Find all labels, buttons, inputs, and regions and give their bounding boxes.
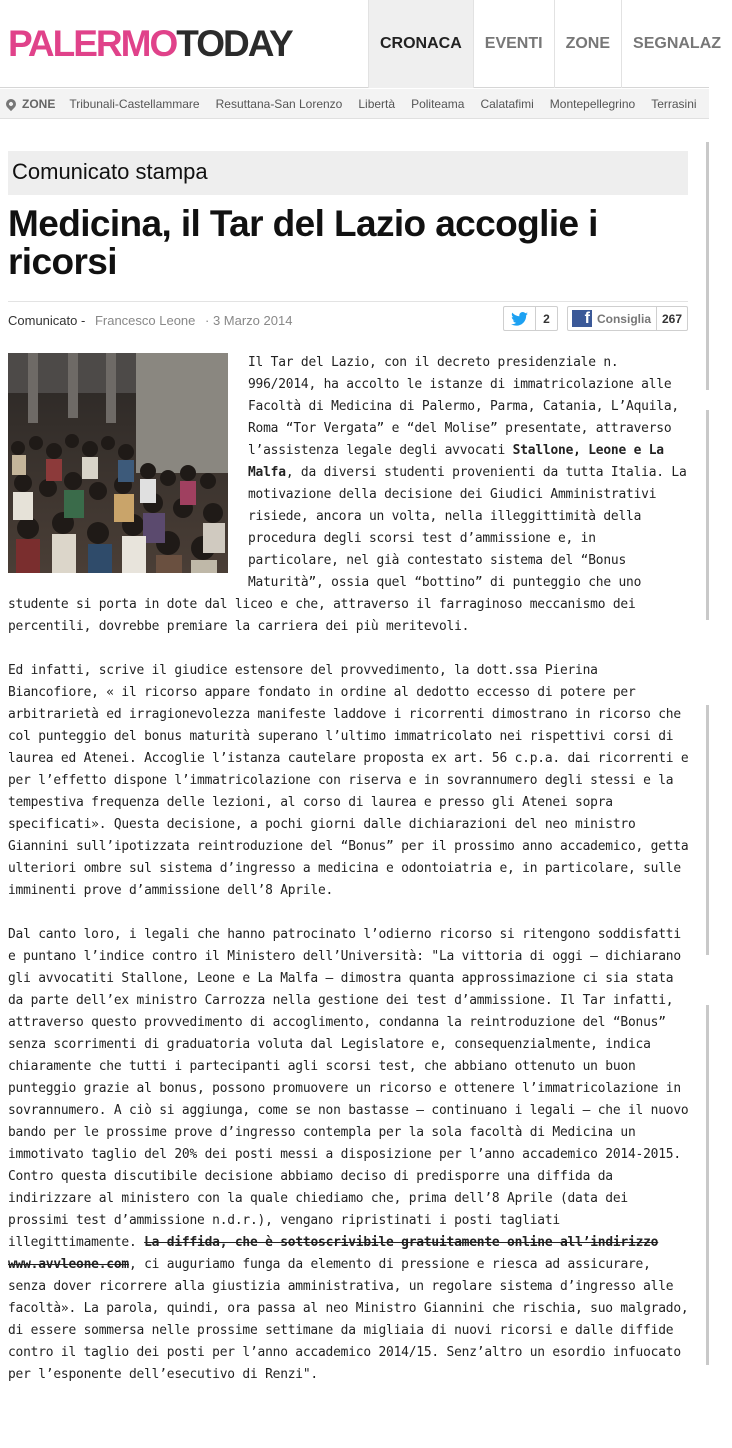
petition-link[interactable]: La diffida, che è sottoscrivibile gratuitamente online all’indirizzo www.avvleone.com bbox=[8, 1235, 659, 1272]
article-category[interactable]: Comunicato - bbox=[8, 313, 86, 328]
paragraph-3-text-b: , ci auguriamo funga da elemento di pressione e riesca ad assicurare, senza dover ricorrere alla giustizia amministrativa, un regolare sistema d’ingresso alle facoltà». La parola, quindi, ora passa al neo Ministro Giannini che rischia, suo malgrado, di essere sommersa nelle prossime settimane da migliaia di nuovi ricorsi e dalle diffide contro il taglio dei posti per l’anno accademico 2014/15. Senz’altro un esordio infuocato per l’esponente dell’esecutivo di Renzi". bbox=[8, 1257, 689, 1382]
paragraph-1-text-a: Il Tar del Lazio, con il decreto presidenziale n. 996/2014, ha accolto le istanze di immatricolazione alle Facoltà di Medicina di Palermo, Parma, Catania, L’Aquila, Roma “Tor Vergata” e “del Molise” presentate, attraverso l’assistenza legale degli avvocati bbox=[248, 355, 679, 458]
sidebar-edge bbox=[706, 410, 709, 620]
lawyers-names: Stallone, Leone e La Malfa bbox=[248, 443, 664, 480]
paragraph-3 bbox=[8, 924, 692, 1386]
article-body bbox=[8, 352, 692, 1408]
photo-float-spacer bbox=[8, 352, 228, 573]
facebook-icon: f bbox=[572, 310, 592, 327]
logo-part-today: TODAY bbox=[176, 23, 292, 64]
zone-item[interactable]: Politeama bbox=[411, 96, 465, 111]
article-date: · 3 Marzo 2014 bbox=[205, 313, 293, 328]
zone-bar bbox=[0, 89, 709, 119]
kicker-text: Comunicato stampa bbox=[12, 159, 208, 184]
sidebar-edge bbox=[706, 1005, 709, 1365]
nav-eventi[interactable]: EVENTI bbox=[473, 0, 554, 88]
article-kicker bbox=[8, 151, 688, 195]
article-title: Medicina, il Tar del Lazio accoglie i ricorsi bbox=[8, 203, 598, 282]
nav-segnalazioni[interactable]: SEGNALAZ bbox=[621, 0, 732, 88]
twitter-share-button[interactable] bbox=[503, 306, 558, 331]
divider bbox=[8, 301, 688, 302]
article-byline bbox=[8, 313, 292, 328]
site-header bbox=[0, 0, 722, 88]
facebook-count: 267 bbox=[656, 307, 687, 330]
logo-part-palermo: PALERMO bbox=[8, 23, 177, 64]
paragraph-1-text-b: , da diversi studenti provenienti da tutta Italia. La motivazione della decisione dei Giudici Amministrativi risiede, ancora un volta, nella illeggittimità della procedura degli scorsi test d’ammissione e, in particolare, nel già contestato sistema del “Bonus Maturità”, ossia quel “bottino” di punteggio che uno studente si porta in dote dal liceo e che, attraverso il farraginoso meccanismo dei percentili, dovrebbe premiare la carriera dei più meritevoli. bbox=[8, 465, 687, 634]
zone-label-text: ZONE bbox=[22, 96, 56, 111]
twitter-count: 2 bbox=[535, 307, 557, 330]
facebook-label: Consiglia bbox=[596, 311, 651, 326]
twitter-icon bbox=[504, 307, 535, 330]
nav-zone[interactable]: ZONE bbox=[554, 0, 621, 88]
zone-item[interactable]: Resuttana-San Lorenzo bbox=[215, 96, 343, 111]
site-logo[interactable] bbox=[8, 24, 292, 64]
paragraph-3-text-a: Dal canto loro, i legali che hanno patrocinato l’odierno ricorso si ritengono soddisfatti e puntano l’indice contro il Ministero dell’Università: "La vittoria di oggi – dichiarano gli avvocatiti Stallone, Leone e La Malfa – dimostra quanta approssimazione ci sia stata da parte dell’ex ministro Carrozza nella gestione dei test d’ammissione. Il Tar infatti, attraverso questo provvedimento di accoglimento, condanna la reintroduzione del “Bonus” senza scorrimenti di graduatoria voluta dal Legislatore e, consequenzialmente, indica chiaramente che tutti i partecipanti agli scorsi test, che abbiano ottenuto un buon punteggio grazie al bonus, possono promuovere un ricorso e ottenere l’immatricolazione in sovrannumero. A ciò si aggiunga, come se non bastasse – continuano i legali – che il nuovo bando per le prossime prove d’ingresso contempla per la sola facoltà di Medicina un immotivato taglio del 20% dei posti messi a disposizione per l’anno accademico 2014-2015. Contro questa discutibile decisione abbiamo deciso di predisporre una diffida da indirizzare al ministero con la quale chiediamo che, prima dell’8 Aprile (data dei prossimi test d’ammissione n.d.r.), vengano ripristinati i posti tagliati illegittimamente. bbox=[8, 927, 689, 1250]
paragraph-1 bbox=[8, 352, 692, 638]
nav-cronaca[interactable]: CRONACA bbox=[368, 0, 473, 88]
article-author[interactable]: Francesco Leone bbox=[94, 313, 196, 328]
sidebar-edge bbox=[706, 705, 709, 955]
zone-item[interactable]: Libertà bbox=[358, 96, 396, 111]
zone-item[interactable]: Terrasini bbox=[651, 96, 697, 111]
zone-item[interactable]: Calatafimi bbox=[480, 96, 534, 111]
zone-item[interactable]: Montepellegrino bbox=[549, 96, 636, 111]
facebook-like-button[interactable] bbox=[567, 306, 688, 331]
zone-item[interactable]: Tribunali-Castellammare bbox=[69, 96, 200, 111]
paragraph-2: Ed infatti, scrive il giudice estensore del provvedimento, la dott.ssa Pierina Biancofiore, « il ricorso appare fondato in ordine al dedotto eccesso di potere per arbitrarietà ed irragionevolezza manifeste laddove i ricorrenti dimostrano in ricorso che col punteggio del bonus maturità superano l’ultimo immatricolato nei rispettivi corsi di laurea ed Atenei. Accoglie l’istanza cautelare proposta ex art. 56 c.p.a. dai ricorrenti e per l’effetto dispone l’immatricolazione con riserva e in sovrannumero degli stessi e la tempestiva frequenza delle lezioni, al corso di laurea e presso gli Atenei sopra specificati». Questa decisione, a pochi giorni dalle dichiarazioni del neo ministro Giannini sull’ipotizzata reintroduzione del “Bonus” per il prossimo anno accademico, getta ulteriori ombre sul sistema d’ingresso a medicina e odontoiatria e, in particolare, sulle imminenti prove d’ammissione dell’8 Aprile. bbox=[8, 663, 689, 898]
sidebar-edge bbox=[706, 142, 709, 390]
main-nav bbox=[368, 0, 732, 88]
zone-label bbox=[6, 97, 55, 111]
map-pin-icon bbox=[4, 96, 18, 110]
